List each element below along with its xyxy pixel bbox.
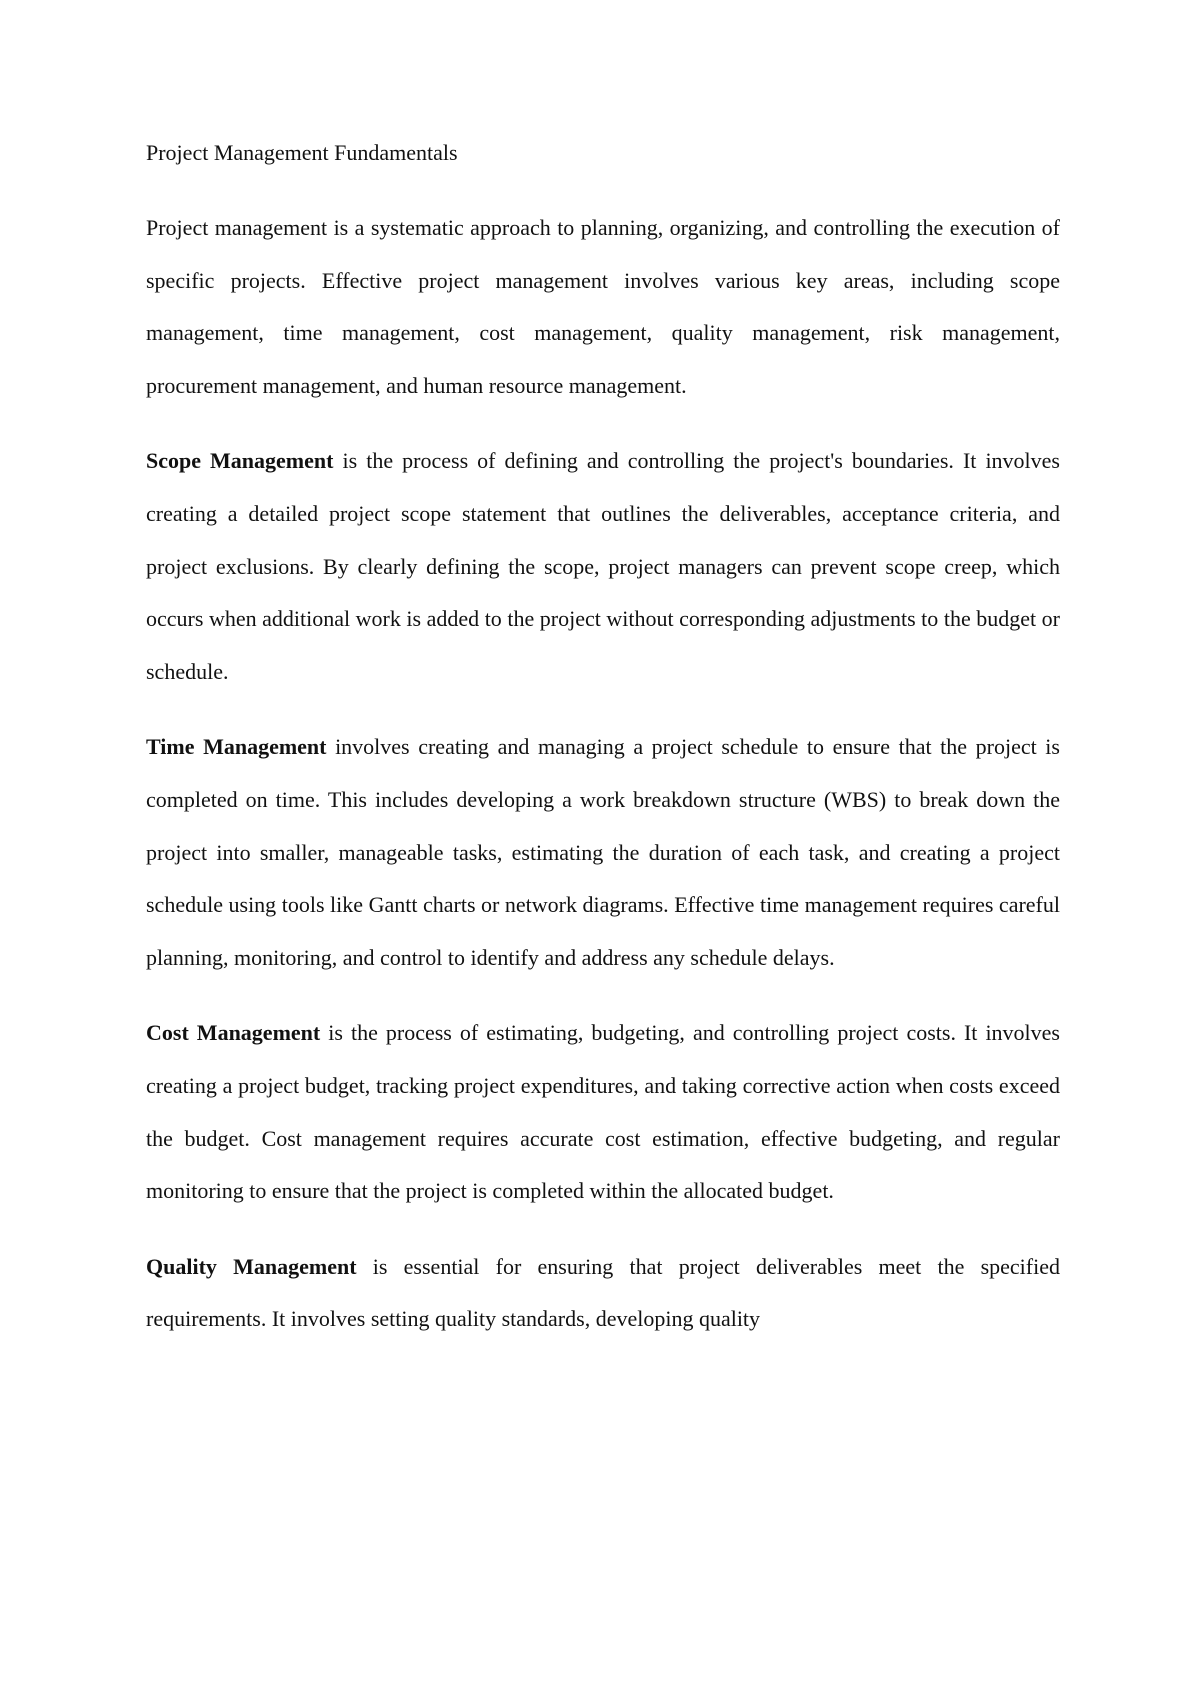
intro-paragraph: Project management is a systematic approach to planning, organizing, and controlling the execution of specific projects. Effective project management involves various key areas, including scope management, time management, cost management, quality management, risk management, procurement management, and human resource management. xyxy=(146,215,1060,398)
cost-management-heading: Cost Management xyxy=(146,1020,321,1046)
time-management-paragraph xyxy=(146,721,1060,984)
quality-management-body: is essential for ensuring that project deliverables meet the specified requirements. It involves setting quality standards, developing quality xyxy=(146,1253,1060,1332)
quality-management-paragraph xyxy=(146,1241,1060,1346)
time-management-body: involves creating and managing a project schedule to ensure that the project is completed on time. This includes developing a work breakdown structure (WBS) to break down the project into smaller, manageable tasks, estimating the duration of each task, and creating a project schedule using tools like Gantt charts or network diagrams. Effective time management requires careful planning, monitoring, and control to identify and address any schedule delays. xyxy=(146,734,1060,970)
cost-management-body: is the process of estimating, budgeting, and controlling project costs. It involves creating a project budget, tracking project expenditures, and taking corrective action when costs exceed the budget. Cost management requires accurate cost estimation, effective budgeting, and regular monitoring to ensure that the project is completed within the allocated budget. xyxy=(146,1020,1060,1204)
quality-management-heading: Quality Management xyxy=(146,1253,357,1279)
scope-management-paragraph xyxy=(146,435,1060,698)
time-management-heading: Time Management xyxy=(146,734,327,760)
document-page xyxy=(146,138,1060,1369)
cost-management-paragraph xyxy=(146,1007,1060,1217)
scope-management-heading: Scope Management xyxy=(146,448,334,474)
document-title: Project Management Fundamentals xyxy=(146,140,458,165)
scope-management-body: is the process of defining and controlling the project's boundaries. It involves creating a detailed project scope statement that outlines the deliverables, acceptance criteria, and project exclusions. By clearly defining the scope, project managers can prevent scope creep, which occurs when additional work is added to the project without corresponding adjustments to the budget or schedule. xyxy=(146,448,1060,684)
